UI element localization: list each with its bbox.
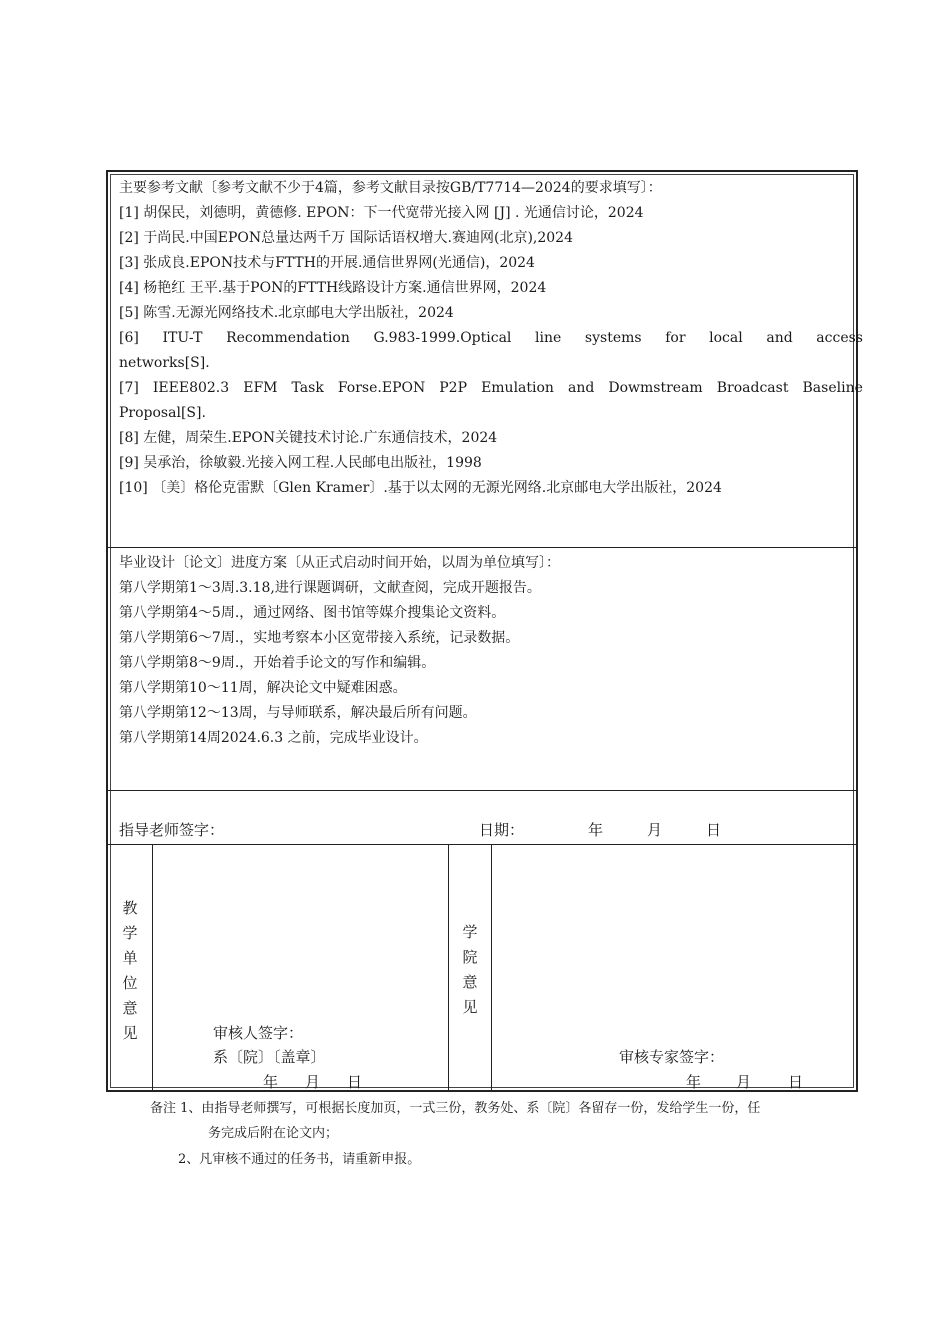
reference-item-5: [5] 陈雪.无源光网络技术.北京邮电大学出版社，2024 [119, 305, 454, 321]
label-char: 位 [122, 974, 138, 992]
schedule-item: 第八学期第8～9周.，开始着手论文的写作和编辑。 [119, 655, 436, 671]
reference-item-6 [119, 328, 863, 348]
ref6-word: line [535, 330, 562, 346]
column-divider [152, 844, 153, 1092]
ref6-word: Recommendation [226, 330, 350, 346]
ref7-word: Emulation [481, 380, 554, 396]
ref6-word: [6] [119, 330, 139, 346]
ref7-word: Broadcast [716, 380, 789, 396]
ref7-word: Baseline [802, 380, 863, 396]
advisor-month: 月 [647, 821, 663, 839]
section-divider [108, 844, 856, 845]
reference-item-10: [10] 〔美〕格伦克雷默〔Glen Kramer〕.基于以太网的无源光网络.北京邮电大学出版社，2024 [119, 480, 722, 496]
reference-item-6-continued: networks[S]. [119, 355, 210, 371]
ref6-word: G.983-1999.Optical [373, 330, 512, 346]
references-heading: 主要参考文献〔参考文献不少于4篇，参考文献目录按GB/T7714—2024的要求填写〕： [119, 180, 662, 196]
college-month: 月 [736, 1073, 752, 1091]
label-char: 意 [122, 999, 138, 1017]
dept-seal-label: 系〔院〕〔盖章〕 [213, 1048, 326, 1066]
schedule-item: 第八学期第12～13周，与导师联系，解决最后所有问题。 [119, 705, 477, 721]
reviewer-sign-label: 审核人签字： [213, 1024, 304, 1042]
schedule-item: 第八学期第6～7周.，实地考察本小区宽带接入系统，记录数据。 [119, 630, 520, 646]
label-char: 学 [462, 923, 478, 941]
schedule-item: 第八学期第1～3周.3.18,进行课题调研，文献查阅，完成开题报告。 [119, 580, 541, 596]
ref7-word: Forse.EPON [337, 380, 426, 396]
ref6-word: for [665, 330, 686, 346]
reference-item-8: [8] 左健，周荣生.EPON关键技术讨论.广东通信技术，2024 [119, 430, 498, 446]
reference-item-7-continued: Proposal[S]. [119, 405, 206, 421]
note-line-1-continued: 务完成后附在论文内； [208, 1126, 339, 1141]
college-day: 日 [788, 1073, 804, 1091]
label-char: 见 [462, 998, 478, 1016]
note-line-1: 备注 1、由指导老师撰写，可根据长度加页，一式三份，教务处、系〔院〕各留存一份，发给学生一份，任 [150, 1101, 761, 1116]
label-char: 见 [122, 1024, 138, 1042]
reference-item-1: [1] 胡保民，刘德明，黄德修. EPON：下一代宽带光接入网 [J] . 光通信讨论，2024 [119, 205, 644, 221]
schedule-item: 第八学期第10～11周，解决论文中疑难困惑。 [119, 680, 407, 696]
column-divider [491, 844, 492, 1092]
teaching-unit-label [120, 896, 140, 1046]
teaching-unit-day: 日 [347, 1073, 363, 1091]
label-char: 院 [462, 948, 478, 966]
reference-item-4: [4] 杨艳红 王平.基于PON的FTTH线路设计方案.通信世界网，2024 [119, 280, 547, 296]
label-char: 单 [122, 949, 138, 967]
column-divider [448, 844, 449, 1092]
ref6-word: local [709, 330, 743, 346]
reference-item-2: [2] 于尚民.中国EPON总量达两千万 国际话语权增大.赛迪网(北京),2024 [119, 230, 574, 246]
advisor-date-label: 日期： [479, 821, 525, 839]
advisor-day: 日 [706, 821, 722, 839]
ref7-word: [7] [119, 380, 139, 396]
college-year: 年 [686, 1073, 702, 1091]
note-line-2: 2、凡审核不通过的任务书，请重新申报。 [178, 1152, 421, 1167]
ref7-word: and [568, 380, 595, 396]
ref7-word: IEEE802.3 [152, 380, 230, 396]
label-char: 学 [122, 924, 138, 942]
advisor-year: 年 [588, 821, 604, 839]
reference-item-7 [119, 378, 863, 398]
schedule-heading: 毕业设计〔论文〕进度方案〔从正式启动时间开始，以周为单位填写〕： [119, 555, 560, 571]
ref7-word: Task [291, 380, 324, 396]
expert-sign-label: 审核专家签字： [619, 1048, 725, 1066]
schedule-item: 第八学期第14周2024.6.3 之前，完成毕业设计。 [119, 730, 428, 746]
section-divider [108, 547, 856, 548]
ref6-word: systems [584, 330, 642, 346]
college-opinion-label [460, 920, 480, 1020]
teaching-unit-year: 年 [263, 1073, 279, 1091]
ref6-word: ITU-T [162, 330, 203, 346]
label-char: 教 [122, 899, 138, 917]
schedule-item: 第八学期第4～5周.，通过网络、图书馆等媒介搜集论文资料。 [119, 605, 506, 621]
task-form-table [106, 170, 863, 1092]
ref7-word: Dowmstream [608, 380, 703, 396]
reference-item-9: [9] 吴承治，徐敏毅.光接入网工程.人民邮电出版社，1998 [119, 455, 482, 471]
advisor-sign-label: 指导老师签字： [119, 821, 225, 839]
ref7-word: P2P [439, 380, 468, 396]
label-char: 意 [462, 973, 478, 991]
section-divider [108, 790, 856, 791]
teaching-unit-month: 月 [305, 1073, 321, 1091]
reference-item-3: [3] 张成良.EPON技术与FTTH的开展.通信世界网(光通信)，2024 [119, 255, 535, 271]
ref6-word: and [766, 330, 793, 346]
ref7-word: EFM [243, 380, 278, 396]
ref6-word: access [816, 330, 863, 346]
